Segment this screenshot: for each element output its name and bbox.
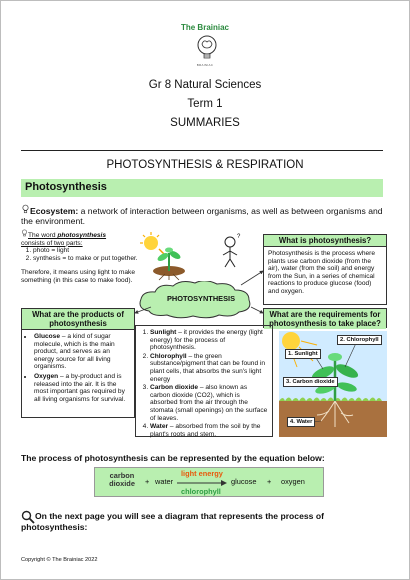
photosynthesis-band: Photosynthesis <box>21 179 383 197</box>
next-page-note: On the next page you will see a diagram that represents the process of photosynthesis: <box>21 511 324 532</box>
copyright: Copyright © The Brainiac 2022 <box>21 557 98 563</box>
diagram-label-carbon-dioxide: 3. Carbon dioxide <box>283 377 338 387</box>
word-intro-2: consists of two parts: <box>21 239 83 247</box>
list-item: • Glucose – a kind of sugar molecule, which is the main product, and serves as an energy source for all living organisms. <box>34 333 130 371</box>
list-item: 3. Carbon dioxide – also known as carbon dioxide (CO2), which is absorbed from the air through the stomata (small openings) on the surface of leaves. <box>150 384 268 422</box>
divider-line <box>21 150 383 151</box>
list-item: 1. Sunlight – it provides the energy (light energy) for the process of photosynthesis. <box>150 329 268 352</box>
what-text: Photosynthesis is the process where plants use carbon dioxide (from the air), water (from the soil) and energy from the Sun, in a series of chemical reactions to produce glucose (food) and oxygen. <box>268 250 376 295</box>
equation-label: The process of photosynthesis can be represented by the equation below: <box>21 453 325 463</box>
section-title: PHOTOSYNTHESIS & RESPIRATION <box>106 159 304 171</box>
what-heading: What is photosynthesis? <box>264 235 386 247</box>
energy-label: light energy <box>181 469 223 478</box>
photosynthesis-requirements-diagram <box>279 331 387 437</box>
ecosystem-text: a network of interaction between organisms, as well as between organisms and the environment. <box>21 206 383 226</box>
catalyst-label: chlorophyll <box>181 487 221 496</box>
word-part: 1. photo = light <box>33 247 139 255</box>
list-item: 4. Water – absorbed from the soil by the plant's roots and stem. <box>150 423 268 438</box>
requirements-list <box>135 325 273 437</box>
diagram-label-sunlight: 1. Sunlight <box>285 349 321 359</box>
plus-sign: + <box>267 477 272 486</box>
word-photosynthesis: photosynthesis <box>57 232 107 239</box>
list-item: 2. Chlorophyll – the green substance/pigment that can be found in plant cells, that absorbs the sun's light energy <box>150 353 268 383</box>
reactant-water: water <box>155 477 174 486</box>
lightbulb-icon <box>21 229 28 237</box>
diagram-label-chlorophyll: 2. Chlorophyll <box>337 335 382 345</box>
products-heading: What are the products of photosynthesis <box>22 309 134 330</box>
what-is-photosynthesis-box <box>263 234 387 305</box>
brain-lightbulb-logo-icon <box>195 34 219 62</box>
photosynthesis-equation <box>94 467 324 497</box>
word-intro: The word photosynthesis <box>21 229 139 240</box>
summaries-title: SUMMARIES <box>170 117 240 129</box>
cloud-label: PHOTOSYNTHESIS <box>166 294 236 303</box>
lightbulb-icon <box>21 204 30 214</box>
product-glucose: glucose <box>231 477 257 486</box>
ecosystem-definition <box>21 204 387 226</box>
brand-subtitle: BRAINIAC <box>196 63 214 67</box>
requirements-heading: What are the requirements for photosynthesis to take place? <box>264 309 386 329</box>
term-title: Term 1 <box>187 98 223 110</box>
plus-sign: + <box>145 477 150 486</box>
svg-text:?: ? <box>237 234 241 240</box>
product-oxygen: oxygen <box>281 477 305 486</box>
word-part: 2. synthesis = to make or put together. <box>33 255 139 263</box>
diagram-label-water: 4. Water <box>287 417 315 427</box>
grade-title: Gr 8 Natural Sciences <box>148 79 262 91</box>
thinking-person-icon <box>213 233 247 269</box>
products-box <box>21 308 135 418</box>
word-therefore: Therefore, it means using light to make something (in this case to make food). <box>21 269 135 284</box>
ecosystem-term: Ecosystem: <box>30 206 79 216</box>
list-item: • Oxygen – a by-product and is released into the air. It is the most important gas required by all living organisms for survival. <box>34 373 130 403</box>
reactant-carbon-dioxide: carbon dioxide <box>109 471 135 488</box>
plant-sun-icon <box>137 231 189 281</box>
brand-name: The Brainiac <box>180 23 229 32</box>
word-breakdown <box>21 229 139 285</box>
requirements-box <box>263 308 387 328</box>
reaction-arrow-icon <box>177 480 227 486</box>
